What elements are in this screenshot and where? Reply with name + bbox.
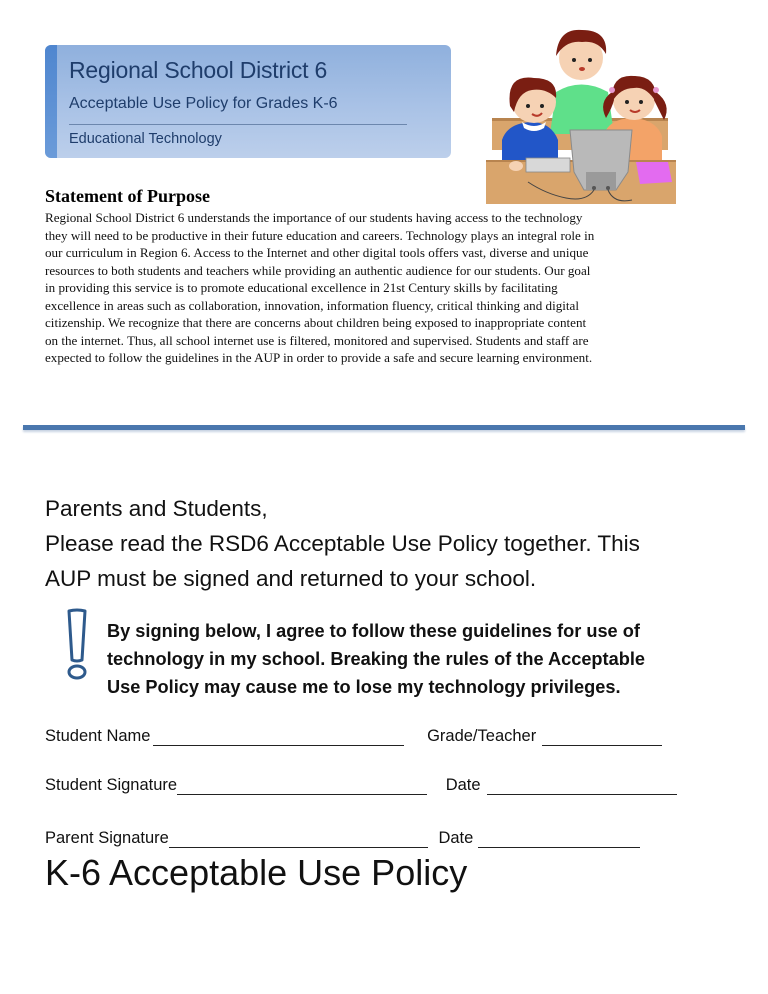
instructions-line: AUP must be signed and returned to your school. — [45, 566, 537, 591]
purpose-line: citizenship. We recognize that there are concerns about children being exposed to inappropriate content — [45, 315, 587, 330]
purpose-line: excellence in areas such as collaboration, innovation, information fluency, critical thinking and digital — [45, 297, 579, 313]
grade-teacher-field — [427, 727, 662, 746]
student-signature-field — [45, 776, 427, 795]
purpose-line: our curriculum in Region 6. Access to the Internet and other digital tools offers vast, diverse and unique — [45, 245, 589, 260]
grade-teacher-input[interactable] — [542, 731, 662, 746]
student-name-input[interactable] — [153, 731, 404, 746]
document-footer-title: K-6 Acceptable Use Policy — [45, 852, 468, 893]
section-divider — [23, 425, 745, 430]
parent-student-instructions — [45, 491, 745, 596]
policy-subtitle: Acceptable Use Policy for Grades K-6 — [69, 95, 338, 112]
exclamation-icon — [64, 608, 90, 680]
purpose-paragraph — [45, 209, 735, 367]
district-title: Regional School District 6 — [69, 57, 328, 83]
student-date-input[interactable] — [487, 780, 677, 795]
form-row-student-signature — [45, 776, 677, 795]
children-at-computer-illustration — [486, 22, 676, 204]
purpose-line: in providing this service is to promote educational excellence in 21st Century skills by facilitating — [45, 280, 558, 295]
purpose-line: expected to follow the guidelines in the AUP in order to provide a safe and secure learning environment. — [45, 350, 593, 365]
form-row-parent-signature — [45, 829, 640, 848]
purpose-line: on the internet. Thus, all school internet use is filtered, monitored and supervised. Students and staff are — [45, 332, 589, 348]
student-date-field — [446, 776, 677, 795]
agreement-line: Use Policy may cause me to lose my technology privileges. — [107, 677, 621, 697]
instructions-line: Parents and Students, — [45, 496, 268, 521]
student-signature-label: Student Signature — [45, 776, 178, 794]
student-signature-input[interactable] — [177, 780, 427, 795]
header-banner — [45, 45, 451, 158]
parent-signature-label: Parent Signature — [45, 829, 169, 847]
purpose-line: Regional School District 6 understands the importance of our students having access to the technology — [45, 210, 583, 225]
purpose-line: they will need to be productive in their future education and careers. Technology plays an integral role in — [45, 227, 595, 243]
header-accent-stripe — [45, 45, 57, 158]
student-date-label: Date — [445, 776, 481, 794]
purpose-line: resources to both students and teachers while providing an authentic audience for our students. Our goal — [45, 262, 591, 278]
student-name-label: Student Name — [45, 727, 151, 745]
header-divider — [69, 124, 407, 125]
parent-date-label: Date — [438, 829, 474, 847]
parent-date-field — [438, 829, 640, 848]
agreement-statement — [107, 617, 727, 701]
parent-signature-field — [45, 829, 428, 848]
department-label: Educational Technology — [69, 131, 222, 147]
form-row-student-info — [45, 727, 662, 746]
agreement-line: By signing below, I agree to follow these guidelines for use of — [107, 621, 640, 641]
parent-signature-input[interactable] — [169, 833, 428, 848]
instructions-line: Please read the RSD6 Acceptable Use Policy together. This — [45, 531, 640, 556]
grade-teacher-label: Grade/Teacher — [427, 727, 537, 745]
parent-date-input[interactable] — [478, 833, 640, 848]
student-name-field — [45, 727, 404, 746]
purpose-heading: Statement of Purpose — [45, 186, 210, 206]
agreement-line: technology in my school. Breaking the rules of the Acceptable — [107, 649, 645, 669]
